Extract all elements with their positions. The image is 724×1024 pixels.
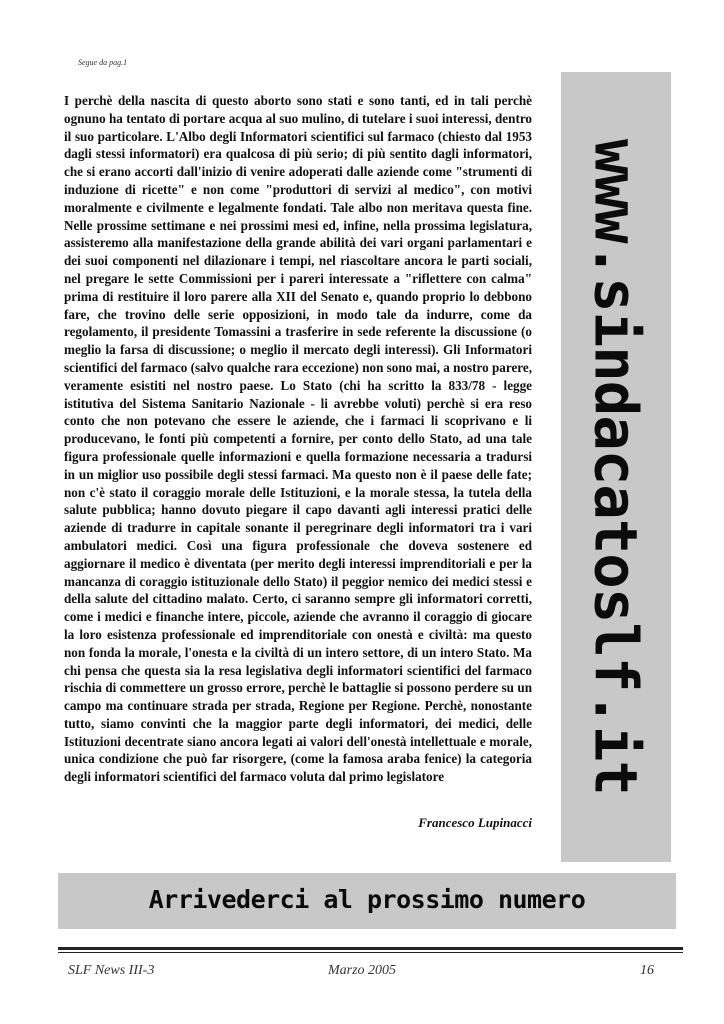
article-text: I perchè della nascita di questo aborto sono stati e sono tanti, ed in tali perchè ognuno ha tentato di portare acqua al suo mulino, di tutelare i suoi interessi, dentro il suo particolare. L'Albo degli Informatori scientifici sul farmaco (chiesto dal 1953 dagli stessi informatori) era qualcosa di più serio; di più sentito dagli informatori, che si erano accorti dall'inizio di venire adoperati dalle aziende come "strumenti di induzione di ricette" e non come "produttori di servizi al medico", con motivi moralmente e civilmente e legalmente fondati. Tale albo non meritava questa fine. Nelle prossime settimane e nei prossimi mesi ed, infine, nella prossima legislatura, assisteremo alla manifestazione della grande abilità dei vari organi parlamentari e dei suoi componenti nel dilazionare i tempi, nel riascoltare ancora le parti sociali, nel pregare le sette Commissioni per i pareri interessate a "riflettere con calma" prima di restituire il loro parere alla XII del Senato e, quando proprio lo debbono fare, che trovino delle serie opposizioni, in modo tale da indurre, come da regolamento, il presidente Tomassini a trasferire in sede referente la discussione (o meglio la farsa di discussione; o meglio il mercato degli interessi). Gli Informatori scientifici del farmaco (salvo qualche rara eccezione) non sono mai, a nostro parere, veramente esistiti nel nostro paese. Lo Stato (chi ha scritto la 833/78 - legge istitutiva del Sistema Sanitario Nazionale - li avrebbe voluti) perchè si era reso conto che non potevano che essere le aziende, che i farmaci li scoprivano e li producevano, le fonti più competenti a fornire, per conto dello Stato, ad una tale figura professionale quelle informazioni e quella formazione necessaria a tradursi in un miglior uso possibile degli stessi farmaci. Ma questo non è il paese delle fate; non c'è stato il coraggio morale delle Istituzioni, e la morale stessa, la tutela della salute pubblica; hanno dovuto piegare il capo davanti agli interessi pratici delle aziende di tradurre in capitale sonante il peregrinare degli informatori tra i vari ambulatori medici. Così una figura professionale che doveva sostenere ed aggiornare il medico è diventata (per merito degli interessi imprenditoriali e per la mancanza di coraggio istituzionale dello Stato) il peggior nemico dei medici stessi e della salute del cittadino malato. Certo, ci saranno sempre gli informatori corretti, come i medici e finanche intere, piccole, aziende che avranno il coraggio di giocare la loro esistenza professionale ed imprenditoriale con onestà e civiltà: ma questo non fonda la morale, l'onesta e la civiltà di un intero settore, di un intero Stato. Ma chi pensa che questa sia la resa legislativa degli informatori scientifici del farmaco rischia di commettere un grosso errore, perchè le battaglie si possono perdere su un campo ma continuare strada per strada, Regione per Regione. Perchè, nonostante tutto, siamo convinti che la maggior parte degli informatori, dei medici, delle Istituzioni decentrate siano ancora legati ai valori dell'onestà intellettuale e morale, unica condizione che può far risorgere, (come la famosa araba fenice) la categoria degli informatori scientifici del farmaco voluta dal primo legislatore <box>64 93 532 785</box>
sidebar-url-band <box>561 72 671 862</box>
footer-divider-thick <box>58 947 683 950</box>
article-body <box>64 92 532 786</box>
footer-divider-thin <box>58 952 683 953</box>
footer-date: Marzo 2005 <box>327 963 397 978</box>
footer-page-number: 16 <box>640 963 654 978</box>
article-author: Francesco Lupinacci <box>418 815 532 830</box>
farewell-text: Arrivederci al prossimo numero <box>148 885 586 914</box>
farewell-banner <box>58 873 676 929</box>
sidebar-url: www.sindacatoslf.it <box>581 139 651 795</box>
footer-publication: SLF News III-3 <box>68 963 155 978</box>
continued-from-note: Segue da pag.1 <box>78 58 128 67</box>
